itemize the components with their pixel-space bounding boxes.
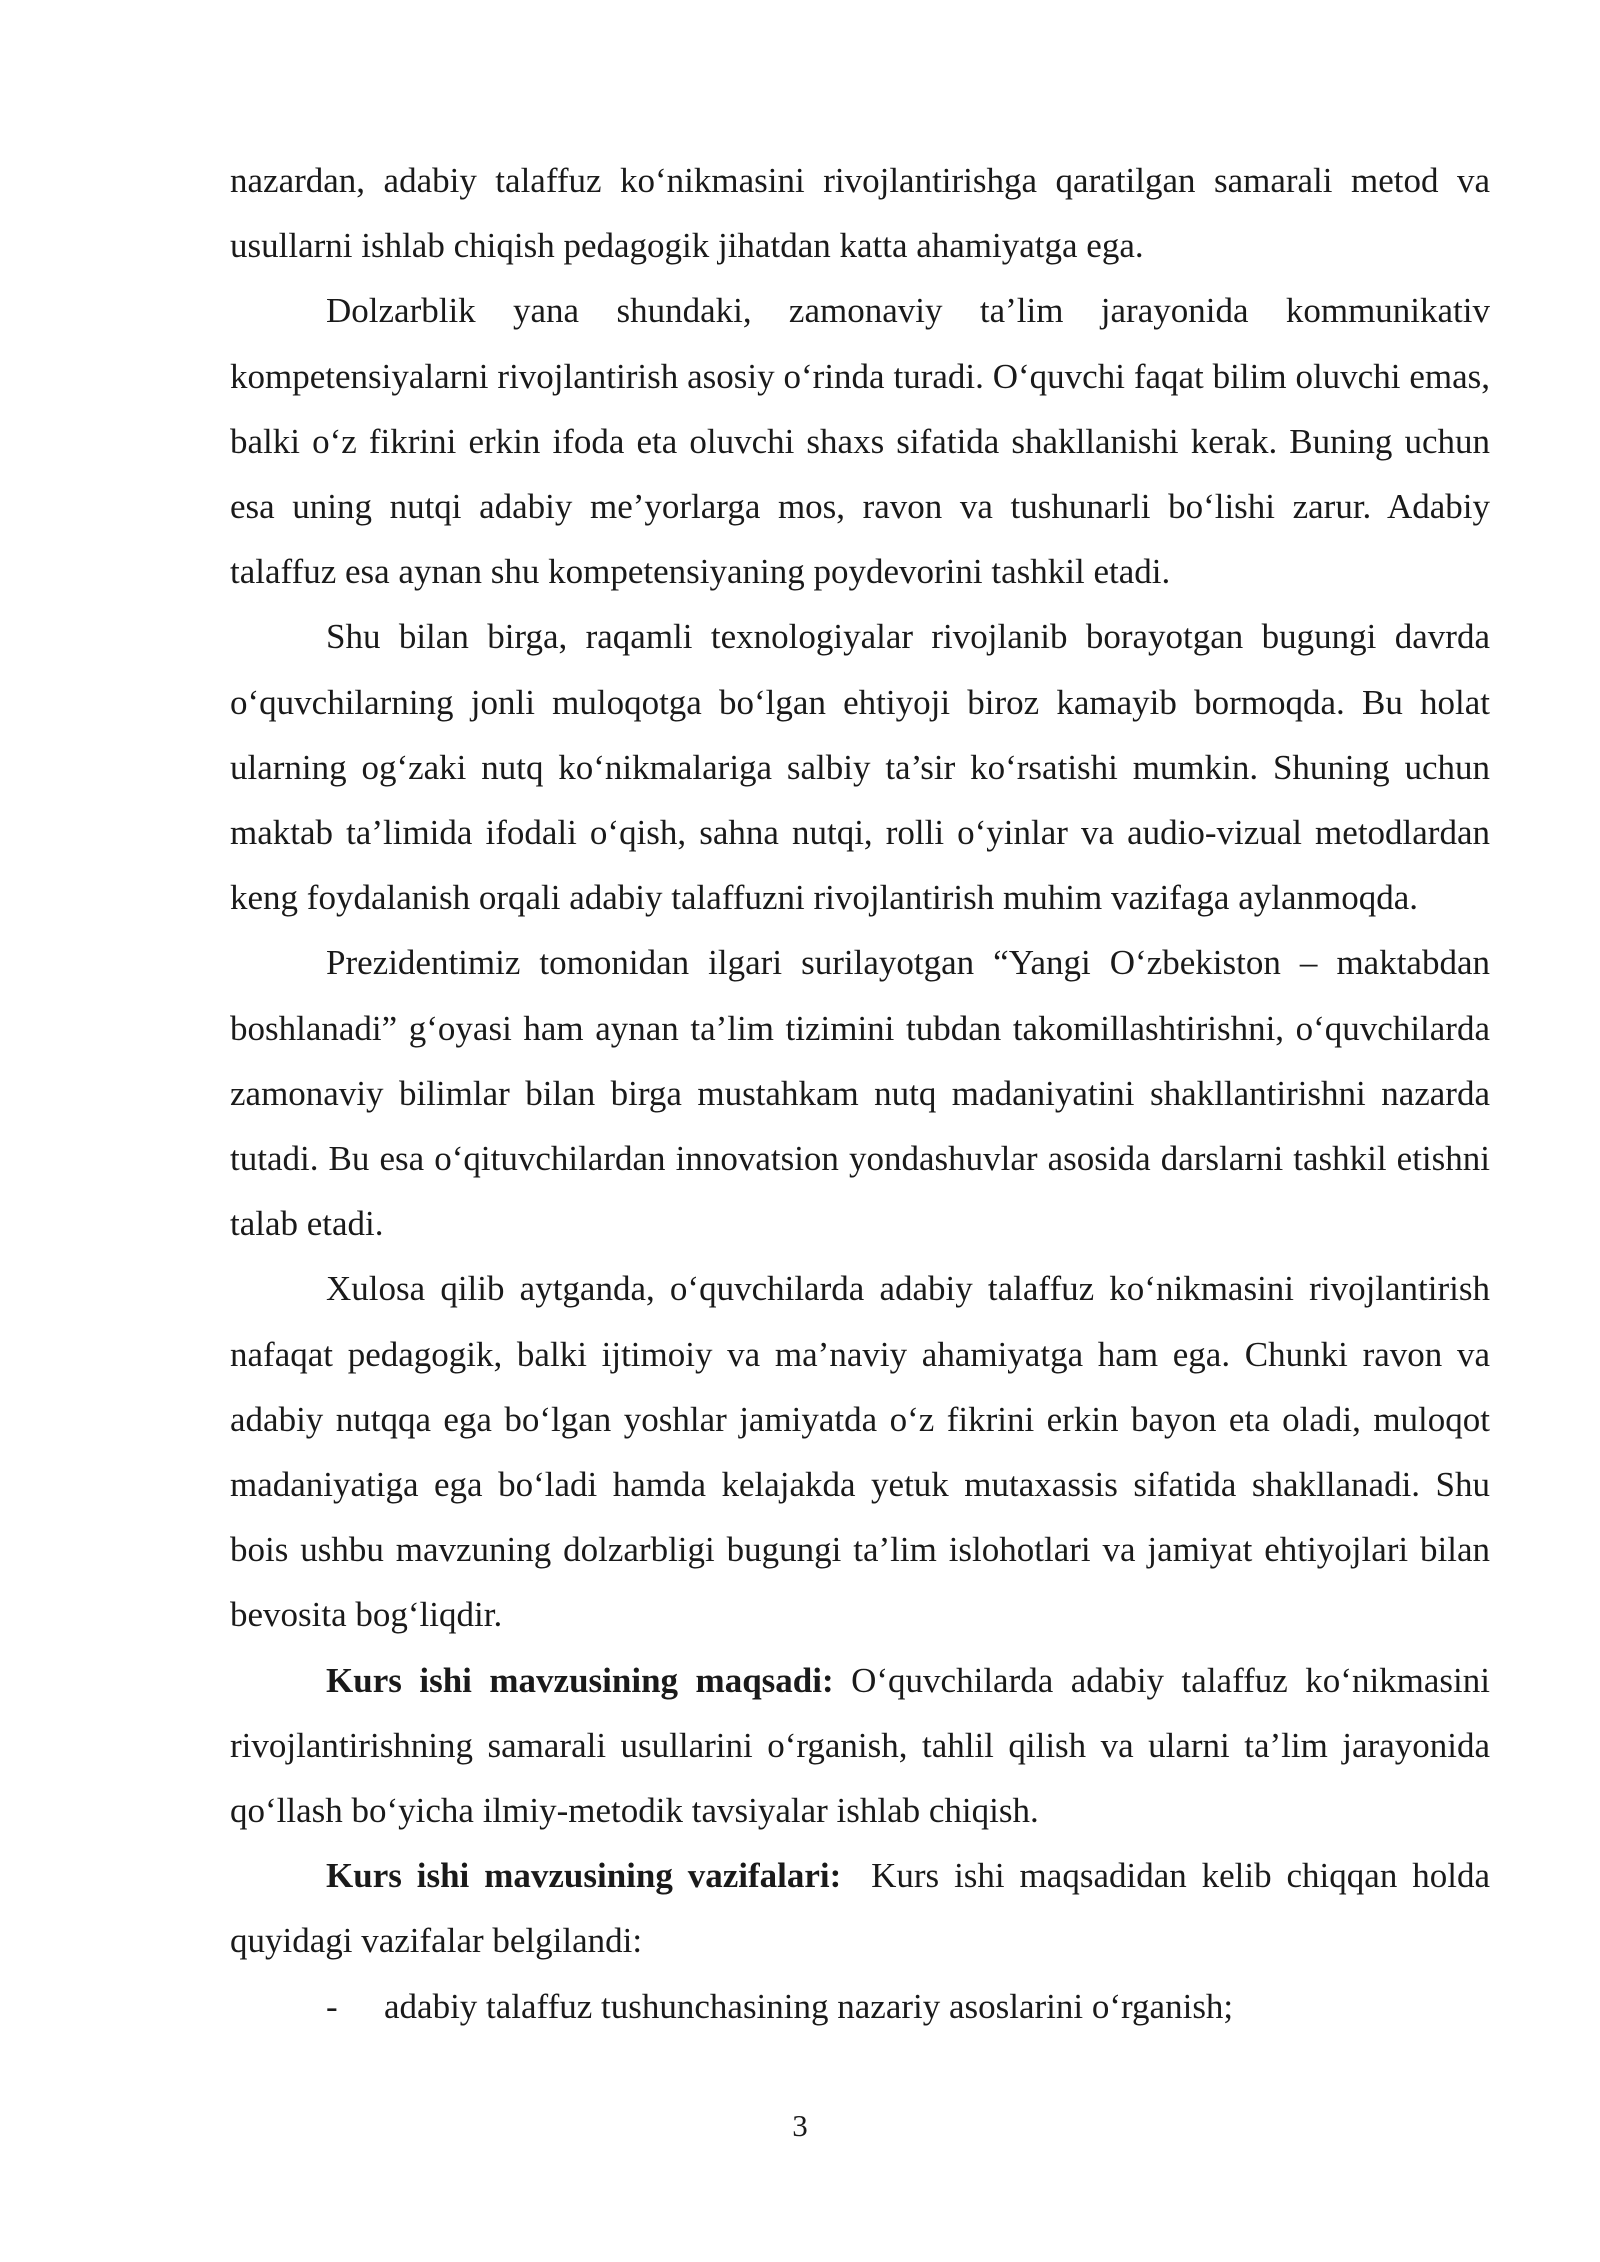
- list-item: [230, 1974, 1490, 2039]
- tasks-text: Kurs ishi maqsadidan kelib chiqqan holda quyidagi vazifalar belgilandi:: [230, 1856, 1499, 1961]
- paragraph-relevance: Dolzarblik yana shundaki, zamonaviy ta’lim jarayonida kommunikativ kompetensiyalarni rivojlantirish asosiy o‘rinda turadi. O‘quvchi faqat bilim oluvchi emas, balki o‘z fikrini erkin ifoda eta oluvchi shaxs sifatida shakllanishi kerak. Buning uchun esa uning nutqi adabiy me’yorlarga mos, ravon va tushunarli bo‘lishi zarur. Adabiy talaffuz esa aynan shu kompetensiyaning poydevorini tashkil etadi.: [230, 291, 1490, 592]
- document-body: [230, 148, 1499, 2039]
- paragraph-goal: [230, 1648, 1490, 1844]
- list-dash: -: [326, 1986, 338, 2026]
- goal-text: O‘quvchilarda adabiy talaffuz ko‘nikmasini rivojlantirishning samarali usullarini o‘rganish, tahlil qilish va ularni ta’lim jarayonida qo‘llash bo‘yicha ilmiy-metodik tavsiyalar ishlab chiqish.: [230, 1660, 1490, 1831]
- paragraph-digital-technologies: Shu bilan birga, raqamli texnologiyalar rivojlanib borayotgan bugungi davrda o‘quvchilarning jonli muloqotga bo‘lgan ehtiyoji biroz kamayib bormoqda. Bu holat ularning og‘zaki nutq ko‘nikmalariga salbiy ta’sir ko‘rsatishi mumkin. Shuning uchun maktab ta’limida ifodali o‘qish, sahna nutqi, rolli o‘yinlar va audio-vizual metodlardan keng foydalanish orqali adabiy talaffuzni rivojlantirish muhim vazifaga aylanmoqda.: [230, 617, 1490, 918]
- list-item-text: adabiy talaffuz tushunchasining nazariy asoslarini o‘rganish;: [384, 1986, 1234, 2026]
- paragraph-new-uzbekistan: Prezidentimiz tomonidan ilgari surilayotgan “Yangi O‘zbekiston – maktabdan boshlanadi” g‘oyasi ham aynan ta’lim tizimini tubdan takomillashtirishni, o‘quvchilarda zamonaviy bilimlar bilan birga mustahkam nutq madaniyatini shakllantirishni nazarda tutadi. Bu esa o‘qituvchilardan innovatsion yondashuvlar asosida darslarni tashkil etishni talab etadi.: [230, 943, 1490, 1244]
- paragraph-continuation: nazardan, adabiy talaffuz ko‘nikmasini rivojlantirishga qaratilgan samarali metod va usullarni ishlab chiqish pedagogik jihatdan katta ahamiyatga ega.: [230, 161, 1490, 266]
- tasks-heading: Kurs ishi mavzusining vazifalari:: [326, 1856, 842, 1896]
- paragraph-tasks: [230, 1843, 1499, 1973]
- paragraph-conclusion: Xulosa qilib aytganda, o‘quvchilarda adabiy talaffuz ko‘nikmasini rivojlantirish nafaqat pedagogik, balki ijtimoiy va ma’naviy ahamiyatga ham ega. Chunki ravon va adabiy nutqqa ega bo‘lgan yoshlar jamiyatda o‘z fikrini erkin bayon eta oladi, muloqot madaniyatiga ega bo‘ladi hamda kelajakda yetuk mutaxassis sifatida shakllanadi. Shu bois ushbu mavzuning dolzarbligi bugungi ta’lim islohotlari va jamiyat ehtiyojlari bilan bevosita bog‘liqdir.: [230, 1269, 1490, 1635]
- page-number: 3: [792, 2108, 808, 2143]
- goal-heading: Kurs ishi mavzusining maqsadi:: [326, 1660, 834, 1700]
